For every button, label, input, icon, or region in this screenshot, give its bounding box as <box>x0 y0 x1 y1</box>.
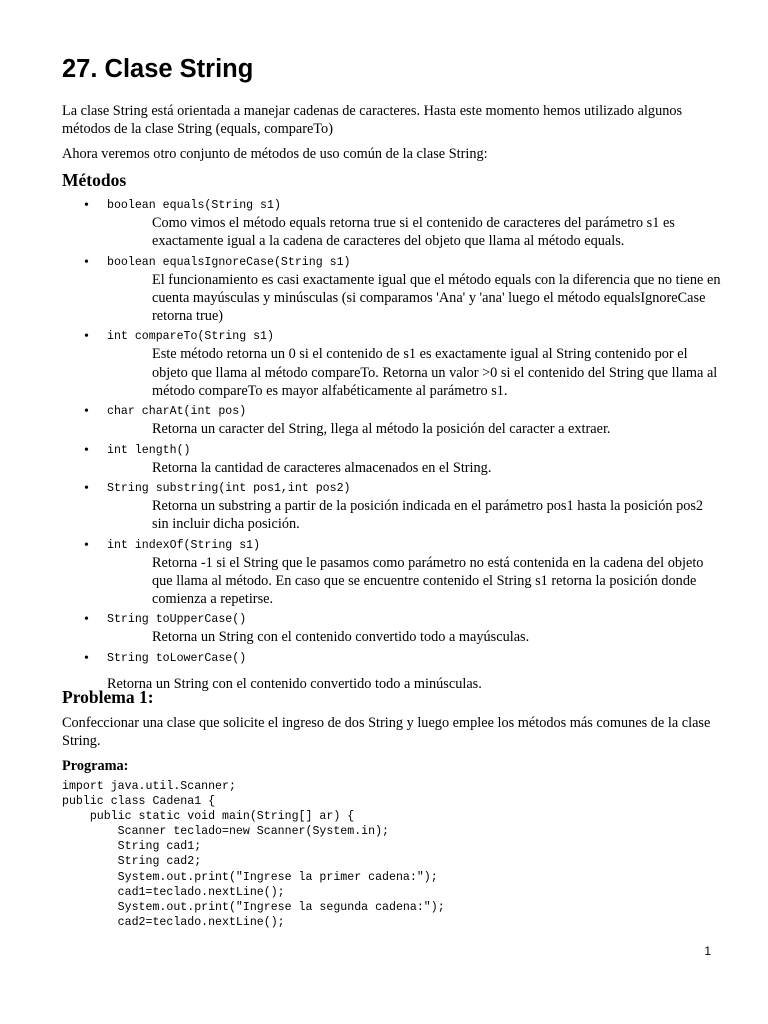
method-description: Retorna -1 si el String que le pasamos como parámetro no está contenida en la cadena del objeto que llama al método. En caso que se encuentre contenido el String s1 retorna la posición donde comienza a repetirse. <box>152 554 704 608</box>
intro-paragraph-2: Ahora veremos otro conjunto de métodos de uso común de la clase String: <box>62 146 488 162</box>
method-item-charat <box>62 402 722 438</box>
method-signature: char charAt(int pos) <box>107 405 247 419</box>
method-description: Como vimos el método equals retorna true si el contenido de caracteres del parámetro s1 es exactamente igual a la cadena de caracteres del objeto que llama al método equals. <box>152 215 675 250</box>
method-description: Retorna la cantidad de caracteres almacenados en el String. <box>152 459 492 476</box>
bullet-icon: • <box>84 404 89 420</box>
methods-list <box>62 196 722 693</box>
methods-heading: Métodos <box>62 170 127 190</box>
method-signature: String substring(int pos1,int pos2) <box>107 481 351 495</box>
method-signature: boolean equalsIgnoreCase(String s1) <box>107 255 351 269</box>
method-description: Retorna un caracter del String, llega al método la posición del caracter a extraer. <box>152 421 611 438</box>
page-title: 27. Clase String <box>62 55 254 83</box>
method-item-tolowercase <box>62 649 722 693</box>
method-description: Retorna un String con el contenido convertido todo a mayúsculas. <box>152 629 530 646</box>
method-item-indexof <box>62 536 722 609</box>
bullet-icon: • <box>84 329 89 345</box>
bullet-icon: • <box>84 537 89 553</box>
code-block: import java.util.Scanner; public class Cadena1 { public static void main(String[] ar) { Scanner teclado=new Scanner(System.in); String cad1; String cad2; System.out.print("Ingrese la primer cadena:"); cad1=teclado.nextLine(); System.out.print("Ingrese la segunda cadena:"); cad2=teclado.nextLine(); <box>62 780 445 929</box>
problem-description: Confeccionar una clase que solicite el ingreso de dos String y luego emplee los métodos más comunes de la clase String. <box>62 715 711 750</box>
method-item-touppercase <box>62 610 722 646</box>
bullet-icon: • <box>84 480 89 496</box>
page-number: 1 <box>704 944 711 958</box>
method-description: Este método retorna un 0 si el contenido de s1 es exactamente igual al String contenido por el objeto que llama al método compareTo. Retorna un valor >0 si el contenido del String que llama al método compareTo es mayor alfabéticamente al parámetro s1. <box>152 346 718 400</box>
method-signature: boolean equals(String s1) <box>107 199 281 212</box>
method-signature: int indexOf(String s1) <box>107 538 261 552</box>
program-heading: Programa: <box>62 758 129 774</box>
method-description: Retorna un String con el contenido convertido todo a minúsculas. <box>107 675 482 692</box>
bullet-icon: • <box>84 612 89 628</box>
bullet-icon: • <box>84 198 89 213</box>
method-item-equals <box>62 196 722 251</box>
method-signature: String toUpperCase() <box>107 613 247 627</box>
intro-paragraph: La clase String está orientada a manejar cadenas de caracteres. Hasta este momento hemos utilizado algunos métodos de la clase String (equals, compareTo) <box>62 103 683 138</box>
method-item-substring <box>62 479 722 534</box>
method-description: Retorna un substring a partir de la posición indicada en el parámetro pos1 hasta la posición pos2 sin incluir dicha posición. <box>152 497 704 533</box>
method-signature: int length() <box>107 443 191 457</box>
problem-heading: Problema 1: <box>62 687 154 707</box>
bullet-icon: • <box>84 650 89 666</box>
bullet-icon: • <box>84 254 89 270</box>
bullet-icon: • <box>84 442 89 458</box>
method-signature: int compareTo(String s1) <box>107 330 274 344</box>
method-signature: String toLowerCase() <box>107 651 247 665</box>
method-item-length <box>62 441 722 477</box>
method-item-equalsignorecase <box>62 253 722 326</box>
method-item-compareto <box>62 327 722 400</box>
method-description: El funcionamiento es casi exactamente igual que el método equals con la diferencia que no tiene en cuenta mayúsculas y minúsculas (si comparamos 'Ana' y 'ana' luego el método equalsIgnoreCase retorna true) <box>152 271 721 325</box>
